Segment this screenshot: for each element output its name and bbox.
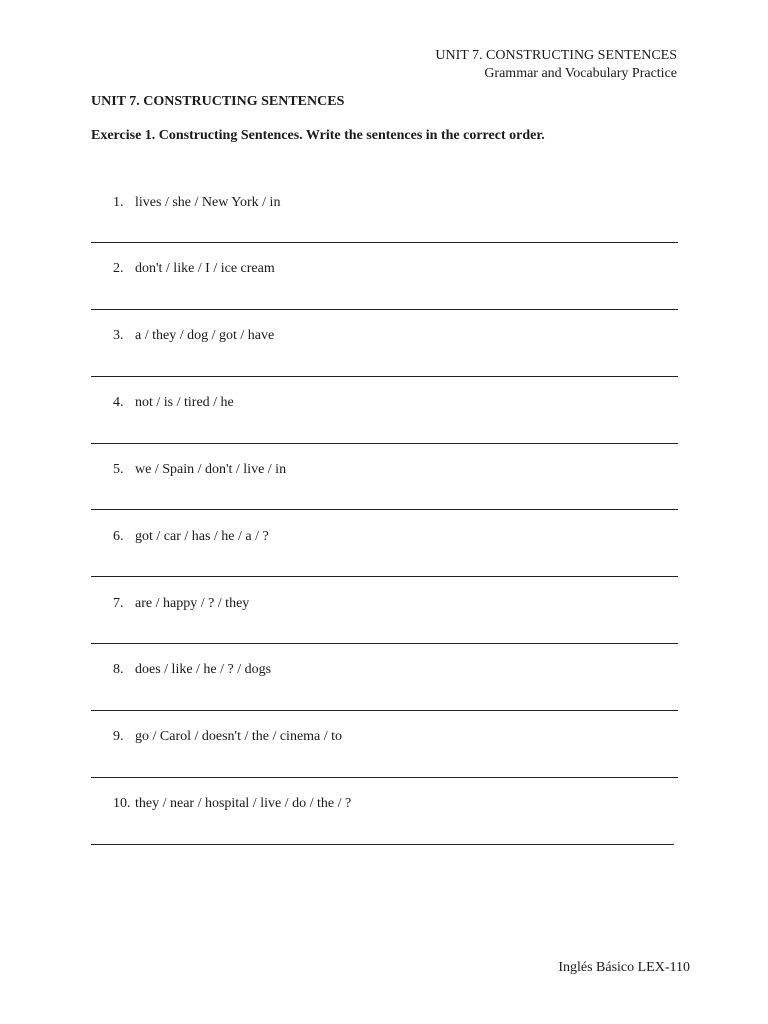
answer-line	[91, 376, 678, 377]
item-number: 9.	[113, 729, 124, 744]
item-text: they / near / hospital / live / do / the / ?	[135, 796, 352, 811]
answer-line	[91, 576, 678, 577]
answer-line	[91, 710, 678, 711]
header-unit-title: UNIT 7. CONSTRUCTING SENTENCES	[435, 48, 677, 63]
item-text: not / is / tired / he	[135, 395, 234, 410]
item-number: 3.	[113, 328, 124, 343]
item-number: 10.	[113, 796, 131, 811]
item-number: 4.	[113, 395, 124, 410]
answer-line	[91, 242, 678, 243]
item-number: 7.	[113, 596, 124, 611]
header-subtitle: Grammar and Vocabulary Practice	[484, 66, 677, 81]
item-number: 2.	[113, 261, 124, 276]
item-text: we / Spain / don't / live / in	[135, 462, 287, 477]
item-text: lives / she / New York / in	[135, 195, 281, 210]
item-text: are / happy / ? / they	[135, 596, 250, 611]
item-number: 1.	[113, 195, 124, 210]
item-text: a / they / dog / got / have	[135, 328, 275, 343]
answer-line	[91, 777, 678, 778]
answer-line	[91, 509, 678, 510]
exercise-instructions: Exercise 1. Constructing Sentences. Write the sentences in the correct order.	[91, 128, 545, 143]
item-text: go / Carol / doesn't / the / cinema / to	[135, 729, 343, 744]
answer-line	[91, 643, 678, 644]
answer-line	[91, 844, 674, 845]
answer-line	[91, 309, 678, 310]
footer-course-code: Inglés Básico LEX-110	[558, 960, 690, 975]
item-text: don't / like / I / ice cream	[135, 261, 275, 276]
item-text: got / car / has / he / a / ?	[135, 529, 269, 544]
page-title: UNIT 7. CONSTRUCTING SENTENCES	[91, 94, 345, 109]
item-number: 6.	[113, 529, 124, 544]
item-text: does / like / he / ? / dogs	[135, 662, 272, 677]
item-number: 8.	[113, 662, 124, 677]
answer-line	[91, 443, 678, 444]
item-number: 5.	[113, 462, 124, 477]
